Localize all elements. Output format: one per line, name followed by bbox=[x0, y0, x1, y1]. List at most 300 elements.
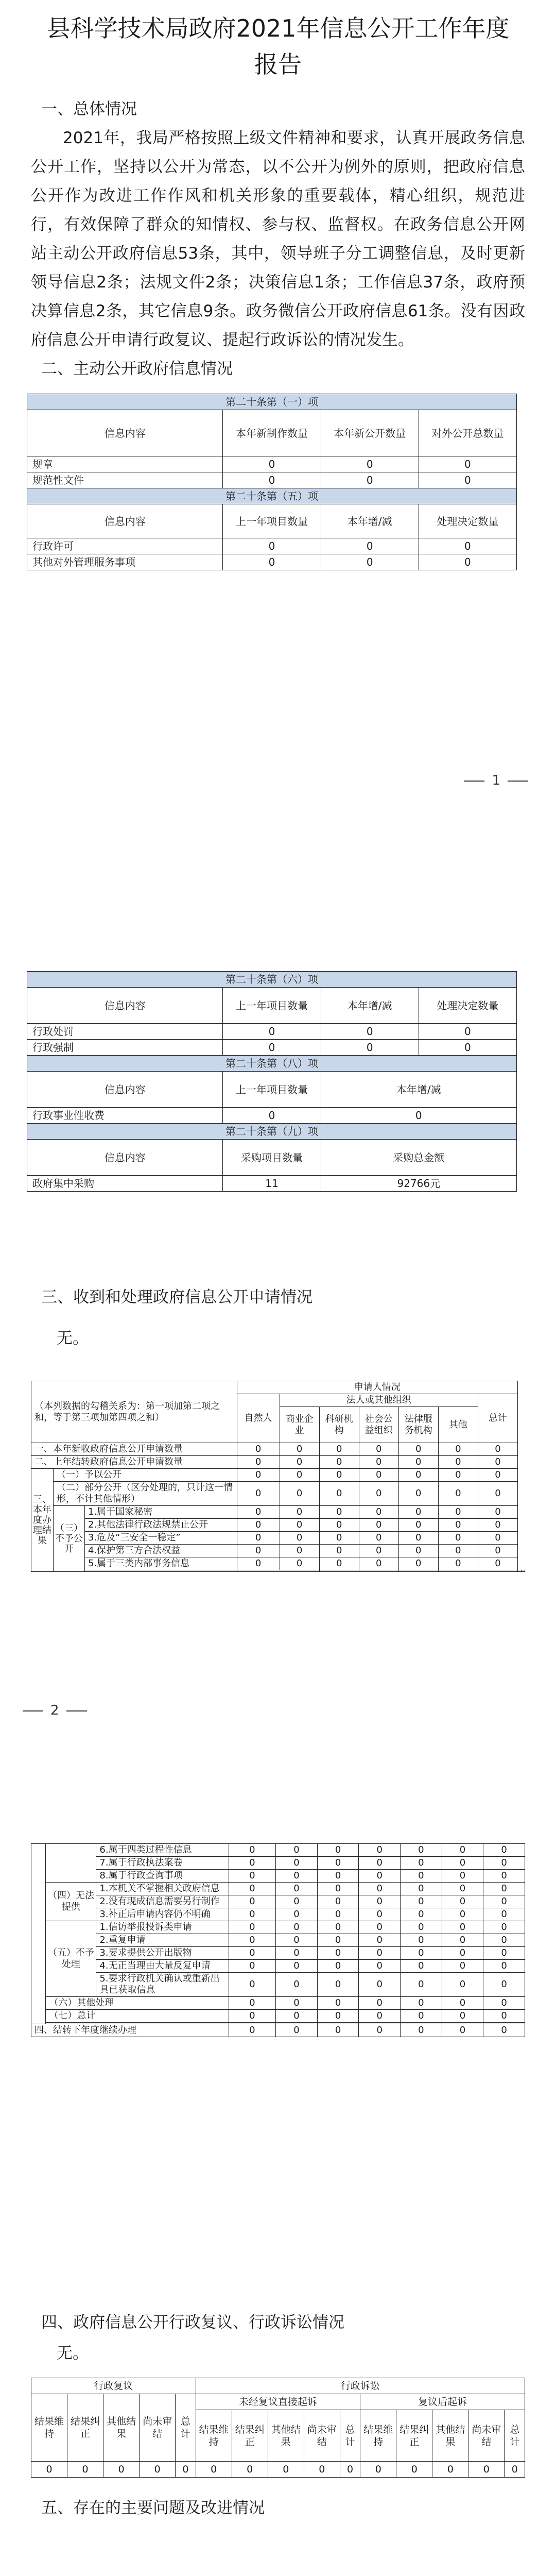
cell: 0 bbox=[319, 1532, 359, 1545]
admin-review-header: 行政复议 bbox=[31, 2378, 196, 2394]
cell: 0 bbox=[419, 472, 516, 488]
cell: 0 bbox=[229, 1997, 276, 2010]
cell: 0 bbox=[419, 1024, 516, 1040]
cell: 0 bbox=[140, 2462, 176, 2478]
col-header-info: 信息内容 bbox=[27, 1072, 223, 1108]
cell: 0 bbox=[442, 2024, 483, 2037]
row-label: 行政许可 bbox=[27, 538, 223, 554]
table-row bbox=[27, 1024, 517, 1040]
table-row bbox=[27, 554, 517, 570]
title-line-1: 县科学技术局政府2021年信息公开工作年度 bbox=[46, 14, 510, 42]
cell: 0 bbox=[419, 1040, 516, 1056]
table-article-20-6-8-9 bbox=[27, 971, 517, 1192]
table-row bbox=[31, 1908, 525, 1921]
col-header: 尚未审结 bbox=[468, 2410, 505, 2462]
cell: 0 bbox=[359, 1519, 398, 1532]
cell: 0 bbox=[317, 2024, 359, 2037]
page-1 bbox=[0, 0, 556, 876]
cell: 0 bbox=[401, 1895, 442, 1908]
section-4-heading: 四、政府信息公开行政复议、行政诉讼情况 bbox=[41, 2313, 344, 2332]
corner-note: （本列数据的勾稽关系为：第一项加第二项之和，等于第三项加第四项之和） bbox=[31, 1381, 237, 1443]
cell: 0 bbox=[359, 1908, 401, 1921]
cell: 0 bbox=[478, 1557, 517, 1570]
cell: 0 bbox=[359, 1934, 401, 1947]
cell: 0 bbox=[229, 1934, 276, 1947]
cell: 0 bbox=[396, 2462, 432, 2478]
cell: 0 bbox=[280, 1506, 319, 1519]
cell: 0 bbox=[276, 1857, 318, 1870]
cell: 0 bbox=[483, 1921, 525, 1934]
row-label: 3.危及“三安全一稳定” bbox=[85, 1532, 237, 1545]
cell: 0 bbox=[359, 1545, 398, 1557]
table-row bbox=[31, 1973, 525, 1997]
cell: 0 bbox=[280, 1519, 319, 1532]
page-number: 1 bbox=[457, 773, 535, 788]
cell: 0 bbox=[319, 1443, 359, 1456]
application-table-continued bbox=[31, 1843, 525, 2037]
cell: 0 bbox=[280, 1557, 319, 1570]
table-row bbox=[31, 1895, 525, 1908]
row-label: 3.要求提供公开出版物 bbox=[96, 1947, 229, 1960]
cell: 0 bbox=[401, 1997, 442, 2010]
row-label: 四、结转下年度继续办理 bbox=[31, 2024, 229, 2037]
cell: 0 bbox=[229, 1960, 276, 1973]
cell: 0 bbox=[442, 1857, 483, 1870]
cell: 0 bbox=[442, 1947, 483, 1960]
group-label: （四）无法提供 bbox=[46, 1883, 96, 1921]
reviewed-header: 复议后起诉 bbox=[360, 2394, 525, 2410]
table-article-20-1 bbox=[27, 394, 517, 570]
col-header: 处理决定数量 bbox=[419, 988, 516, 1024]
cell: 0 bbox=[276, 2024, 318, 2037]
row-label: （七）总计 bbox=[46, 2010, 229, 2023]
cell: 0 bbox=[319, 1469, 359, 1482]
cell: 0 bbox=[401, 1947, 442, 1960]
cell: 0 bbox=[442, 1908, 483, 1921]
table-row bbox=[31, 1443, 525, 1456]
col-header-info: 信息内容 bbox=[27, 410, 223, 456]
cell: 0 bbox=[359, 1895, 401, 1908]
cell: 0 bbox=[321, 538, 419, 554]
cell: 0 bbox=[237, 1482, 280, 1506]
cell: 0 bbox=[359, 2010, 401, 2023]
cell: 0 bbox=[319, 1482, 359, 1506]
col-header: 结果纠正 bbox=[67, 2394, 103, 2462]
col-header: 采购总金额 bbox=[321, 1140, 516, 1176]
row-label: 二、上年结转政府信息公开申请数量 bbox=[31, 1456, 237, 1469]
col-org: 社会公益组织 bbox=[359, 1407, 398, 1443]
cell: 0 bbox=[468, 2462, 505, 2478]
cell: 0 bbox=[398, 1545, 438, 1557]
cell: 0 bbox=[229, 1883, 276, 1895]
cell: 0 bbox=[229, 1973, 276, 1997]
section-5-heading: 五、存在的主要问题及改进情况 bbox=[41, 2499, 265, 2517]
cell: 0 bbox=[398, 1443, 438, 1456]
group-label: （五）不予处理 bbox=[46, 1921, 96, 1997]
cell: 0 bbox=[401, 1844, 442, 1857]
table-row bbox=[27, 1040, 517, 1056]
row-label: 3.补正后申请内容仍不明确 bbox=[96, 1908, 229, 1921]
cell: 0 bbox=[317, 1921, 359, 1934]
cell: 0 bbox=[317, 1934, 359, 1947]
cell: 0 bbox=[276, 1960, 318, 1973]
table-row bbox=[31, 1456, 525, 1469]
cell: 0 bbox=[276, 1947, 318, 1960]
cell: 0 bbox=[401, 1960, 442, 1973]
cell: 0 bbox=[398, 1506, 438, 1519]
cell: 0 bbox=[319, 1519, 359, 1532]
col-header: 结果纠正 bbox=[232, 2410, 268, 2462]
table-row bbox=[31, 1557, 525, 1570]
table-row bbox=[31, 1870, 525, 1883]
cell: 0 bbox=[438, 1545, 478, 1557]
cell: 0 bbox=[280, 1532, 319, 1545]
cell: 0 bbox=[268, 2462, 304, 2478]
cell: 0 bbox=[359, 1997, 401, 2010]
cell: 0 bbox=[442, 1960, 483, 1973]
row-label: 6.属于四类过程性信息 bbox=[96, 1844, 229, 1857]
cell: 0 bbox=[321, 456, 419, 472]
cell: 0 bbox=[438, 1519, 478, 1532]
cell: 0 bbox=[359, 1883, 401, 1895]
table-row bbox=[31, 1519, 525, 1532]
cell: 0 bbox=[398, 1557, 438, 1570]
applicant-header: 申请人情况 bbox=[237, 1381, 517, 1394]
cell: 0 bbox=[276, 1934, 318, 1947]
row-label: 行政强制 bbox=[27, 1040, 223, 1056]
cell: 0 bbox=[317, 1908, 359, 1921]
cell: 0 bbox=[280, 1482, 319, 1506]
cell: 0 bbox=[223, 1108, 321, 1124]
row-label: 4.保护第三方合法权益 bbox=[85, 1545, 237, 1557]
cell: 0 bbox=[317, 1997, 359, 2010]
cell: 0 bbox=[483, 1883, 525, 1895]
col-header: 结果维持 bbox=[196, 2410, 232, 2462]
cell: 0 bbox=[398, 1456, 438, 1469]
admin-lawsuit-header: 行政诉讼 bbox=[196, 2378, 525, 2394]
cell: 0 bbox=[321, 1024, 419, 1040]
cell: 0 bbox=[229, 2010, 276, 2023]
cell: 0 bbox=[359, 1443, 398, 1456]
cell: 0 bbox=[401, 1934, 442, 1947]
cell: 0 bbox=[401, 1883, 442, 1895]
col-header: 上一年项目数量 bbox=[223, 1072, 321, 1108]
cell: 0 bbox=[359, 1960, 401, 1973]
cell: 0 bbox=[483, 2024, 525, 2037]
row-label: 8.属于行政查询事项 bbox=[96, 1870, 229, 1883]
cell: 0 bbox=[280, 1456, 319, 1469]
table-row bbox=[31, 1545, 525, 1557]
cell: 0 bbox=[478, 1545, 517, 1557]
section-2-heading: 二、主动公开政府信息情况 bbox=[41, 360, 233, 378]
group-label: （三）不予公开 bbox=[54, 1506, 85, 1572]
col-header: 总计 bbox=[505, 2410, 525, 2462]
cell: 0 bbox=[31, 2462, 67, 2478]
cell: 0 bbox=[398, 1469, 438, 1482]
col-header: 采购项目数量 bbox=[223, 1140, 321, 1176]
cell: 0 bbox=[229, 2024, 276, 2037]
cell: 0 bbox=[223, 472, 321, 488]
cell: 0 bbox=[276, 1997, 318, 2010]
row-label: 5.属于三类内部事务信息 bbox=[85, 1557, 237, 1570]
table-row bbox=[31, 1857, 525, 1870]
cell: 0 bbox=[401, 1973, 442, 1997]
cell: 0 bbox=[483, 1870, 525, 1883]
cell: 0 bbox=[419, 538, 516, 554]
cell: 0 bbox=[223, 1024, 321, 1040]
cell: 0 bbox=[442, 1870, 483, 1883]
col-header: 本年新制作数量 bbox=[223, 410, 321, 456]
table-title: 第二十条第（九）项 bbox=[27, 1124, 517, 1140]
table-row bbox=[27, 1176, 517, 1192]
cell: 0 bbox=[237, 1545, 280, 1557]
review-lawsuit-table bbox=[31, 2378, 525, 2478]
row-label: 1.属于国家秘密 bbox=[85, 1506, 237, 1519]
cell: 0 bbox=[438, 1506, 478, 1519]
table-row bbox=[27, 1108, 517, 1124]
cell: 0 bbox=[359, 1557, 398, 1570]
col-header-info: 信息内容 bbox=[27, 1140, 223, 1176]
cell: 0 bbox=[360, 2462, 396, 2478]
cell: 0 bbox=[359, 1456, 398, 1469]
cell: 0 bbox=[304, 2462, 340, 2478]
row-label: 2.没有现成信息需要另行制作 bbox=[96, 1895, 229, 1908]
table-row bbox=[27, 456, 517, 472]
cell: 0 bbox=[317, 1947, 359, 1960]
table-title: 第二十条第（五）项 bbox=[27, 488, 517, 504]
cell: 0 bbox=[438, 1456, 478, 1469]
cell: 0 bbox=[432, 2462, 468, 2478]
cell: 0 bbox=[478, 1456, 517, 1469]
cell: 0 bbox=[280, 1469, 319, 1482]
col-header: 尚未审结 bbox=[140, 2394, 176, 2462]
cell: 0 bbox=[359, 1973, 401, 1997]
cell: 0 bbox=[176, 2462, 196, 2478]
cell: 0 bbox=[401, 2010, 442, 2023]
row-label: 行政处罚 bbox=[27, 1024, 223, 1040]
table-row bbox=[31, 1506, 525, 1519]
cell: 0 bbox=[237, 1557, 280, 1570]
cell: 0 bbox=[321, 1040, 419, 1056]
table-title: 第二十条第（一）项 bbox=[27, 394, 517, 410]
cell: 0 bbox=[483, 1960, 525, 1973]
cell: 0 bbox=[438, 1469, 478, 1482]
cell: 0 bbox=[237, 1519, 280, 1532]
cell: 0 bbox=[276, 1921, 318, 1934]
cell: 0 bbox=[319, 1545, 359, 1557]
section-3-label: 三、本年度办理结果 bbox=[31, 1469, 54, 1572]
report-title bbox=[0, 0, 556, 82]
cell: 0 bbox=[223, 456, 321, 472]
col-legal-group: 法人或其他组织 bbox=[280, 1394, 478, 1407]
cell: 0 bbox=[237, 1443, 280, 1456]
cell: 0 bbox=[229, 1895, 276, 1908]
title-line-2: 报告 bbox=[254, 50, 302, 78]
cell: 0 bbox=[321, 1108, 516, 1124]
table-row bbox=[31, 2024, 525, 2037]
not-reviewed-header: 未经复议直接起诉 bbox=[196, 2394, 360, 2410]
cell: 0 bbox=[276, 1883, 318, 1895]
table-row bbox=[31, 1482, 525, 1506]
col-header: 其他结果 bbox=[103, 2394, 140, 2462]
col-header: 尚未审结 bbox=[304, 2410, 340, 2462]
col-header: 对外公开总数量 bbox=[419, 410, 516, 456]
row-label: 行政事业性收费 bbox=[27, 1108, 223, 1124]
col-header: 上一年项目数量 bbox=[223, 504, 321, 538]
col-total: 总计 bbox=[478, 1394, 517, 1443]
cell: 0 bbox=[276, 1908, 318, 1921]
col-header: 本年增/减 bbox=[321, 504, 419, 538]
cell: 0 bbox=[232, 2462, 268, 2478]
cell: 0 bbox=[280, 1443, 319, 1456]
col-header-info: 信息内容 bbox=[27, 988, 223, 1024]
section-3-heading: 三、收到和处理政府信息公开申请情况 bbox=[41, 1288, 312, 1307]
page-number: 2 bbox=[15, 1703, 94, 1718]
cell: 0 bbox=[317, 1844, 359, 1857]
col-header: 其他结果 bbox=[268, 2410, 304, 2462]
cell: 0 bbox=[359, 1870, 401, 1883]
cell: 0 bbox=[505, 2462, 525, 2478]
row-label: 1.信访举报投诉类申请 bbox=[96, 1921, 229, 1934]
cell: 0 bbox=[359, 1532, 398, 1545]
row-label: （六）其他处理 bbox=[46, 1997, 229, 2010]
col-header-info: 信息内容 bbox=[27, 504, 223, 538]
cell: 92766元 bbox=[321, 1176, 516, 1192]
cell: 0 bbox=[401, 1870, 442, 1883]
cell: 0 bbox=[401, 1921, 442, 1934]
col-header: 上一年项目数量 bbox=[223, 988, 321, 1024]
col-header: 本年增/减 bbox=[321, 988, 419, 1024]
table-row bbox=[27, 538, 517, 554]
row-label: 其他对外管理服务事项 bbox=[27, 554, 223, 570]
cell: 0 bbox=[359, 1506, 398, 1519]
cell: 0 bbox=[276, 1844, 318, 1857]
cell: 0 bbox=[67, 2462, 103, 2478]
col-header: 本年增/减 bbox=[321, 1072, 516, 1108]
col-header: 结果纠正 bbox=[396, 2410, 432, 2462]
cell: 0 bbox=[438, 1532, 478, 1545]
cell: 0 bbox=[359, 2024, 401, 2037]
row-label: （一）予以公开 bbox=[54, 1469, 237, 1482]
cell: 0 bbox=[237, 1506, 280, 1519]
cell: 0 bbox=[438, 1557, 478, 1570]
table-row bbox=[31, 1960, 525, 1973]
cell: 0 bbox=[483, 1844, 525, 1857]
cell: 0 bbox=[442, 1997, 483, 2010]
table-row bbox=[31, 2462, 525, 2478]
cell: 0 bbox=[319, 1456, 359, 1469]
table-row bbox=[31, 1997, 525, 2010]
cell: 0 bbox=[442, 1973, 483, 1997]
cell: 0 bbox=[478, 1482, 517, 1506]
table-row bbox=[31, 1883, 525, 1895]
cell: 0 bbox=[442, 2010, 483, 2023]
cell: 0 bbox=[196, 2462, 232, 2478]
cell: 0 bbox=[229, 1908, 276, 1921]
section-3-none: 无。 bbox=[57, 1329, 89, 1348]
cell: 0 bbox=[229, 1844, 276, 1857]
cell: 0 bbox=[317, 1960, 359, 1973]
table-row bbox=[31, 1532, 525, 1545]
row-label: 规范性文件 bbox=[27, 472, 223, 488]
cell: 0 bbox=[419, 554, 516, 570]
table-row bbox=[31, 1921, 525, 1934]
col-org: 科研机构 bbox=[319, 1407, 359, 1443]
table-row bbox=[31, 1469, 525, 1482]
cell: 0 bbox=[478, 1519, 517, 1532]
row-label: 政府集中采购 bbox=[27, 1176, 223, 1192]
cell: 0 bbox=[276, 1973, 318, 1997]
cell: 0 bbox=[276, 2010, 318, 2023]
cell: 0 bbox=[442, 1934, 483, 1947]
cell: 0 bbox=[280, 1545, 319, 1557]
cell: 0 bbox=[401, 2024, 442, 2037]
cell: 0 bbox=[359, 1857, 401, 1870]
row-label: 2.重复申请 bbox=[96, 1934, 229, 1947]
cell: 0 bbox=[442, 1844, 483, 1857]
cell: 0 bbox=[229, 1921, 276, 1934]
cell: 0 bbox=[237, 1469, 280, 1482]
col-header: 本年新公开数量 bbox=[321, 410, 419, 456]
row-label: 规章 bbox=[27, 456, 223, 472]
cell: 0 bbox=[229, 1870, 276, 1883]
col-header: 总计 bbox=[176, 2394, 196, 2462]
cell: 0 bbox=[483, 2010, 525, 2023]
cell: 0 bbox=[103, 2462, 140, 2478]
cell: 0 bbox=[223, 554, 321, 570]
cell: 0 bbox=[483, 1973, 525, 1997]
cell: 0 bbox=[317, 1857, 359, 1870]
cell: 0 bbox=[340, 2462, 360, 2478]
table-row bbox=[31, 1844, 525, 1857]
col-header: 处理决定数量 bbox=[419, 504, 516, 538]
cell: 0 bbox=[483, 1857, 525, 1870]
col-org: 商业企业 bbox=[280, 1407, 319, 1443]
page-2 bbox=[0, 876, 556, 1752]
cell: 0 bbox=[398, 1532, 438, 1545]
cell: 0 bbox=[398, 1482, 438, 1506]
row-label: 一、本年新收政府信息公开申请数量 bbox=[31, 1443, 237, 1456]
section-1-body: 2021年，我局严格按照上级文件精神和要求，认真开展政务信息公开工作，坚持以公开为常态，以不公开为例外的原则，把政府信息公开作为改进工作作风和机关形象的重要载体，精心组织，规范进行，有效保障了群众的知情权、参与权、监督权。在政务信息公开网站主动公开政府信息53条，其中，领导班子分工调整信息，及时更新领导信息2条；法规文件2条；决策信息1条；工作信息37条，政府预决算信息2条，其它信息9条。政务微信公开政府信息61条。没有因政府信息公开申请行政复议、提起行政诉讼的情况发生。 bbox=[31, 129, 525, 349]
section-1-heading: 一、总体情况 bbox=[41, 100, 137, 118]
cell: 0 bbox=[483, 1934, 525, 1947]
cell: 0 bbox=[317, 2010, 359, 2023]
application-table bbox=[31, 1381, 525, 1572]
col-org: 法律服务机构 bbox=[398, 1407, 438, 1443]
cell: 0 bbox=[319, 1506, 359, 1519]
cell: 0 bbox=[359, 1469, 398, 1482]
table-title: 第二十条第（六）项 bbox=[27, 972, 517, 988]
cell: 0 bbox=[401, 1908, 442, 1921]
table-row bbox=[31, 1947, 525, 1960]
cell: 0 bbox=[319, 1557, 359, 1570]
row-label: 1.本机关不掌握相关政府信息 bbox=[96, 1883, 229, 1895]
cell: 0 bbox=[401, 1857, 442, 1870]
cell: 0 bbox=[438, 1443, 478, 1456]
cell: 0 bbox=[229, 1947, 276, 1960]
cell: 0 bbox=[229, 1857, 276, 1870]
cell: 0 bbox=[321, 554, 419, 570]
cell: 0 bbox=[317, 1973, 359, 1997]
row-label: 4.无正当理由大量反复申请 bbox=[96, 1960, 229, 1973]
row-label: 7.属于行政执法案卷 bbox=[96, 1857, 229, 1870]
cell: 0 bbox=[359, 1844, 401, 1857]
row-label: 5.要求行政机关确认或重新出具已获取信息 bbox=[96, 1973, 229, 1997]
cell: 0 bbox=[478, 1443, 517, 1456]
cell: 0 bbox=[419, 456, 516, 472]
table-title: 第二十条第（八）项 bbox=[27, 1056, 517, 1072]
cell: 0 bbox=[483, 1947, 525, 1960]
